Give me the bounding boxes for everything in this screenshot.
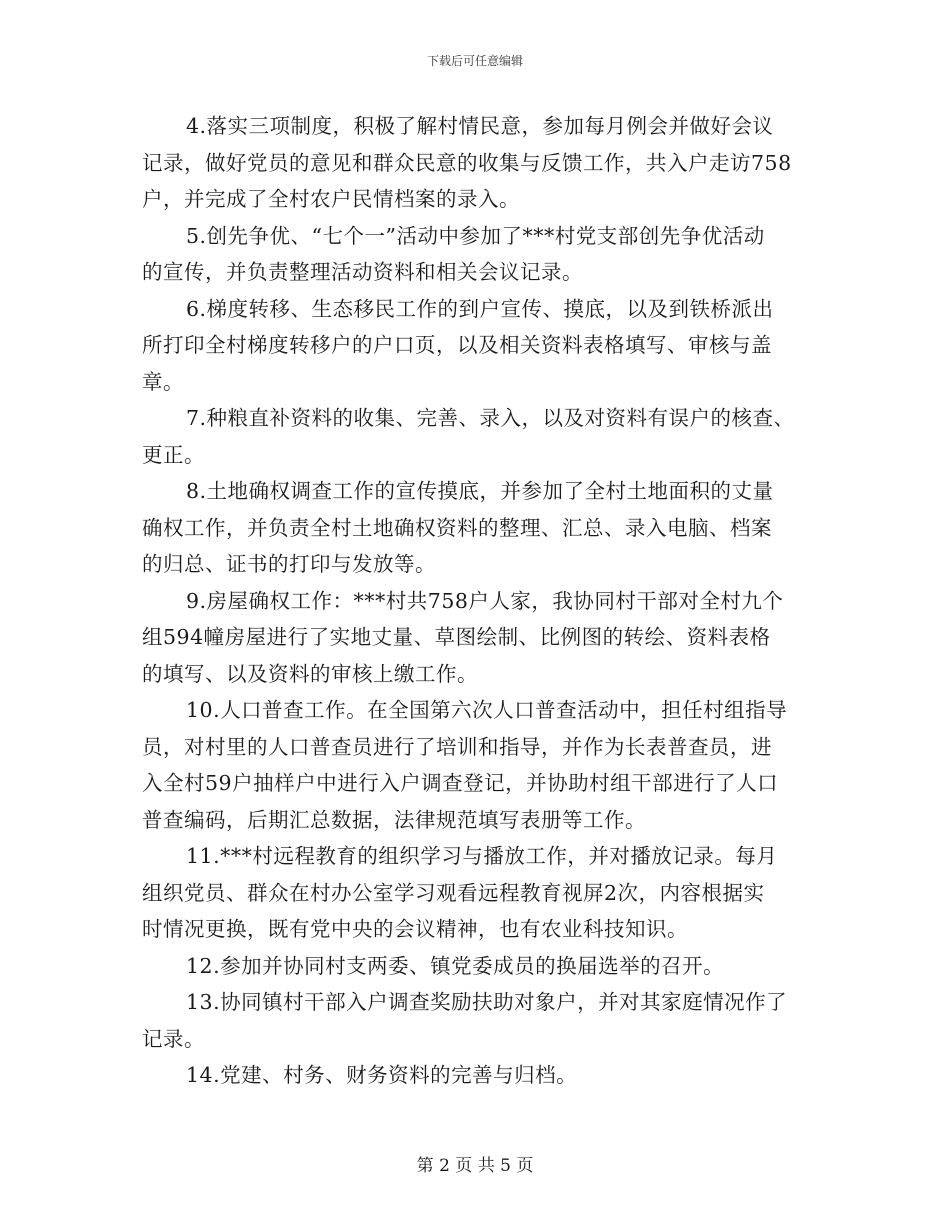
paragraph-line: 普查编码，后期汇总数据，法律规范填写表册等工作。 bbox=[142, 807, 646, 832]
document-body bbox=[142, 108, 810, 1094]
paragraph bbox=[142, 984, 810, 1057]
paragraph-line: 员，对村里的人口普查员进行了培训和指导，并作为长表普查员，进 bbox=[142, 734, 772, 759]
paragraph-line: 记录，做好党员的意见和群众民意的收集与反馈工作，共入户走访758 bbox=[142, 150, 792, 175]
paragraph-line: 的归总、证书的打印与发放等。 bbox=[142, 552, 436, 576]
paragraph-line: 所打印全村梯度转移户的户口页，以及相关资料表格填写、审核与盖 bbox=[142, 333, 772, 357]
paragraph bbox=[142, 400, 810, 473]
paragraph-line: 更正。 bbox=[142, 442, 205, 467]
paragraph-line: 12.参加并协同村支两委、镇党委成员的换届选举的召开。 bbox=[186, 953, 725, 978]
paragraph-line: 户，并完成了全村农户民情档案的录入。 bbox=[142, 187, 520, 211]
paragraph-line: 6.梯度转移、生态移民工作的到户宣传、摸底，以及到铁桥派出 bbox=[186, 296, 774, 321]
paragraph-line: 章。 bbox=[142, 369, 184, 394]
paragraph-line: 时情况更换，既有党中央的会议精神，也有农业科技知识。 bbox=[142, 917, 688, 941]
paragraph bbox=[142, 108, 810, 218]
paragraph-line: 记录。 bbox=[142, 1026, 205, 1051]
paragraph-line: 的填写、以及资料的审核上缴工作。 bbox=[142, 661, 478, 686]
paragraph-line: 组594幢房屋进行了实地丈量、草图绘制、比例图的转绘、资料表格 bbox=[142, 625, 771, 649]
paragraph bbox=[142, 1057, 810, 1094]
paragraph-line: 11.***村远程教育的组织学习与播放工作，并对播放记录。每月 bbox=[186, 844, 778, 868]
paragraph bbox=[142, 948, 810, 985]
paragraph-line: 组织党员、群众在村办公室学习观看远程教育视屏2次，内容根据实 bbox=[142, 880, 765, 905]
paragraph-line: 确权工作，并负责全村土地确权资料的整理、汇总、录入电脑、档案 bbox=[142, 515, 772, 540]
paragraph-line: 5.创先争优、“七个一”活动中参加了***村党支部创先争优活动 bbox=[186, 223, 765, 248]
paragraph-line: 13.协同镇村干部入户调查奖励扶助对象户，并对其家庭情况作了 bbox=[186, 990, 788, 1014]
page-header: 下载后可任意编辑 bbox=[426, 54, 523, 68]
paragraph-line: 7.种粮直补资料的收集、完善、录入，以及对资料有误户的核查、 bbox=[186, 406, 795, 430]
paragraph bbox=[142, 291, 810, 401]
paragraph bbox=[142, 838, 810, 948]
paragraph bbox=[142, 583, 810, 693]
paragraph-line: 的宣传，并负责整理活动资料和相关会议记录。 bbox=[142, 260, 583, 284]
paragraph bbox=[142, 692, 810, 838]
paragraph-line: 入全村59户抽样户中进行入户调查登记，并协助村组干部进行了人口 bbox=[142, 771, 779, 795]
paragraph-line: 4.落实三项制度，积极了解村情民意，参加每月例会并做好会议 bbox=[186, 114, 774, 138]
paragraph-line: 8.土地确权调查工作的宣传摸底，并参加了全村土地面积的丈量 bbox=[186, 479, 774, 503]
paragraph bbox=[142, 218, 810, 291]
page-number-footer: 第 2 页 共 5 页 bbox=[416, 1156, 534, 1176]
paragraph-line: 14.党建、村务、财务资料的完善与归档。 bbox=[186, 1063, 578, 1087]
paragraph bbox=[142, 473, 810, 583]
paragraph-line: 10.人口普查工作。在全国第六次人口普查活动中，担任村组指导 bbox=[186, 698, 788, 722]
paragraph-line: 9.房屋确权工作：***村共758户人家，我协同村干部对全村九个 bbox=[186, 588, 784, 613]
